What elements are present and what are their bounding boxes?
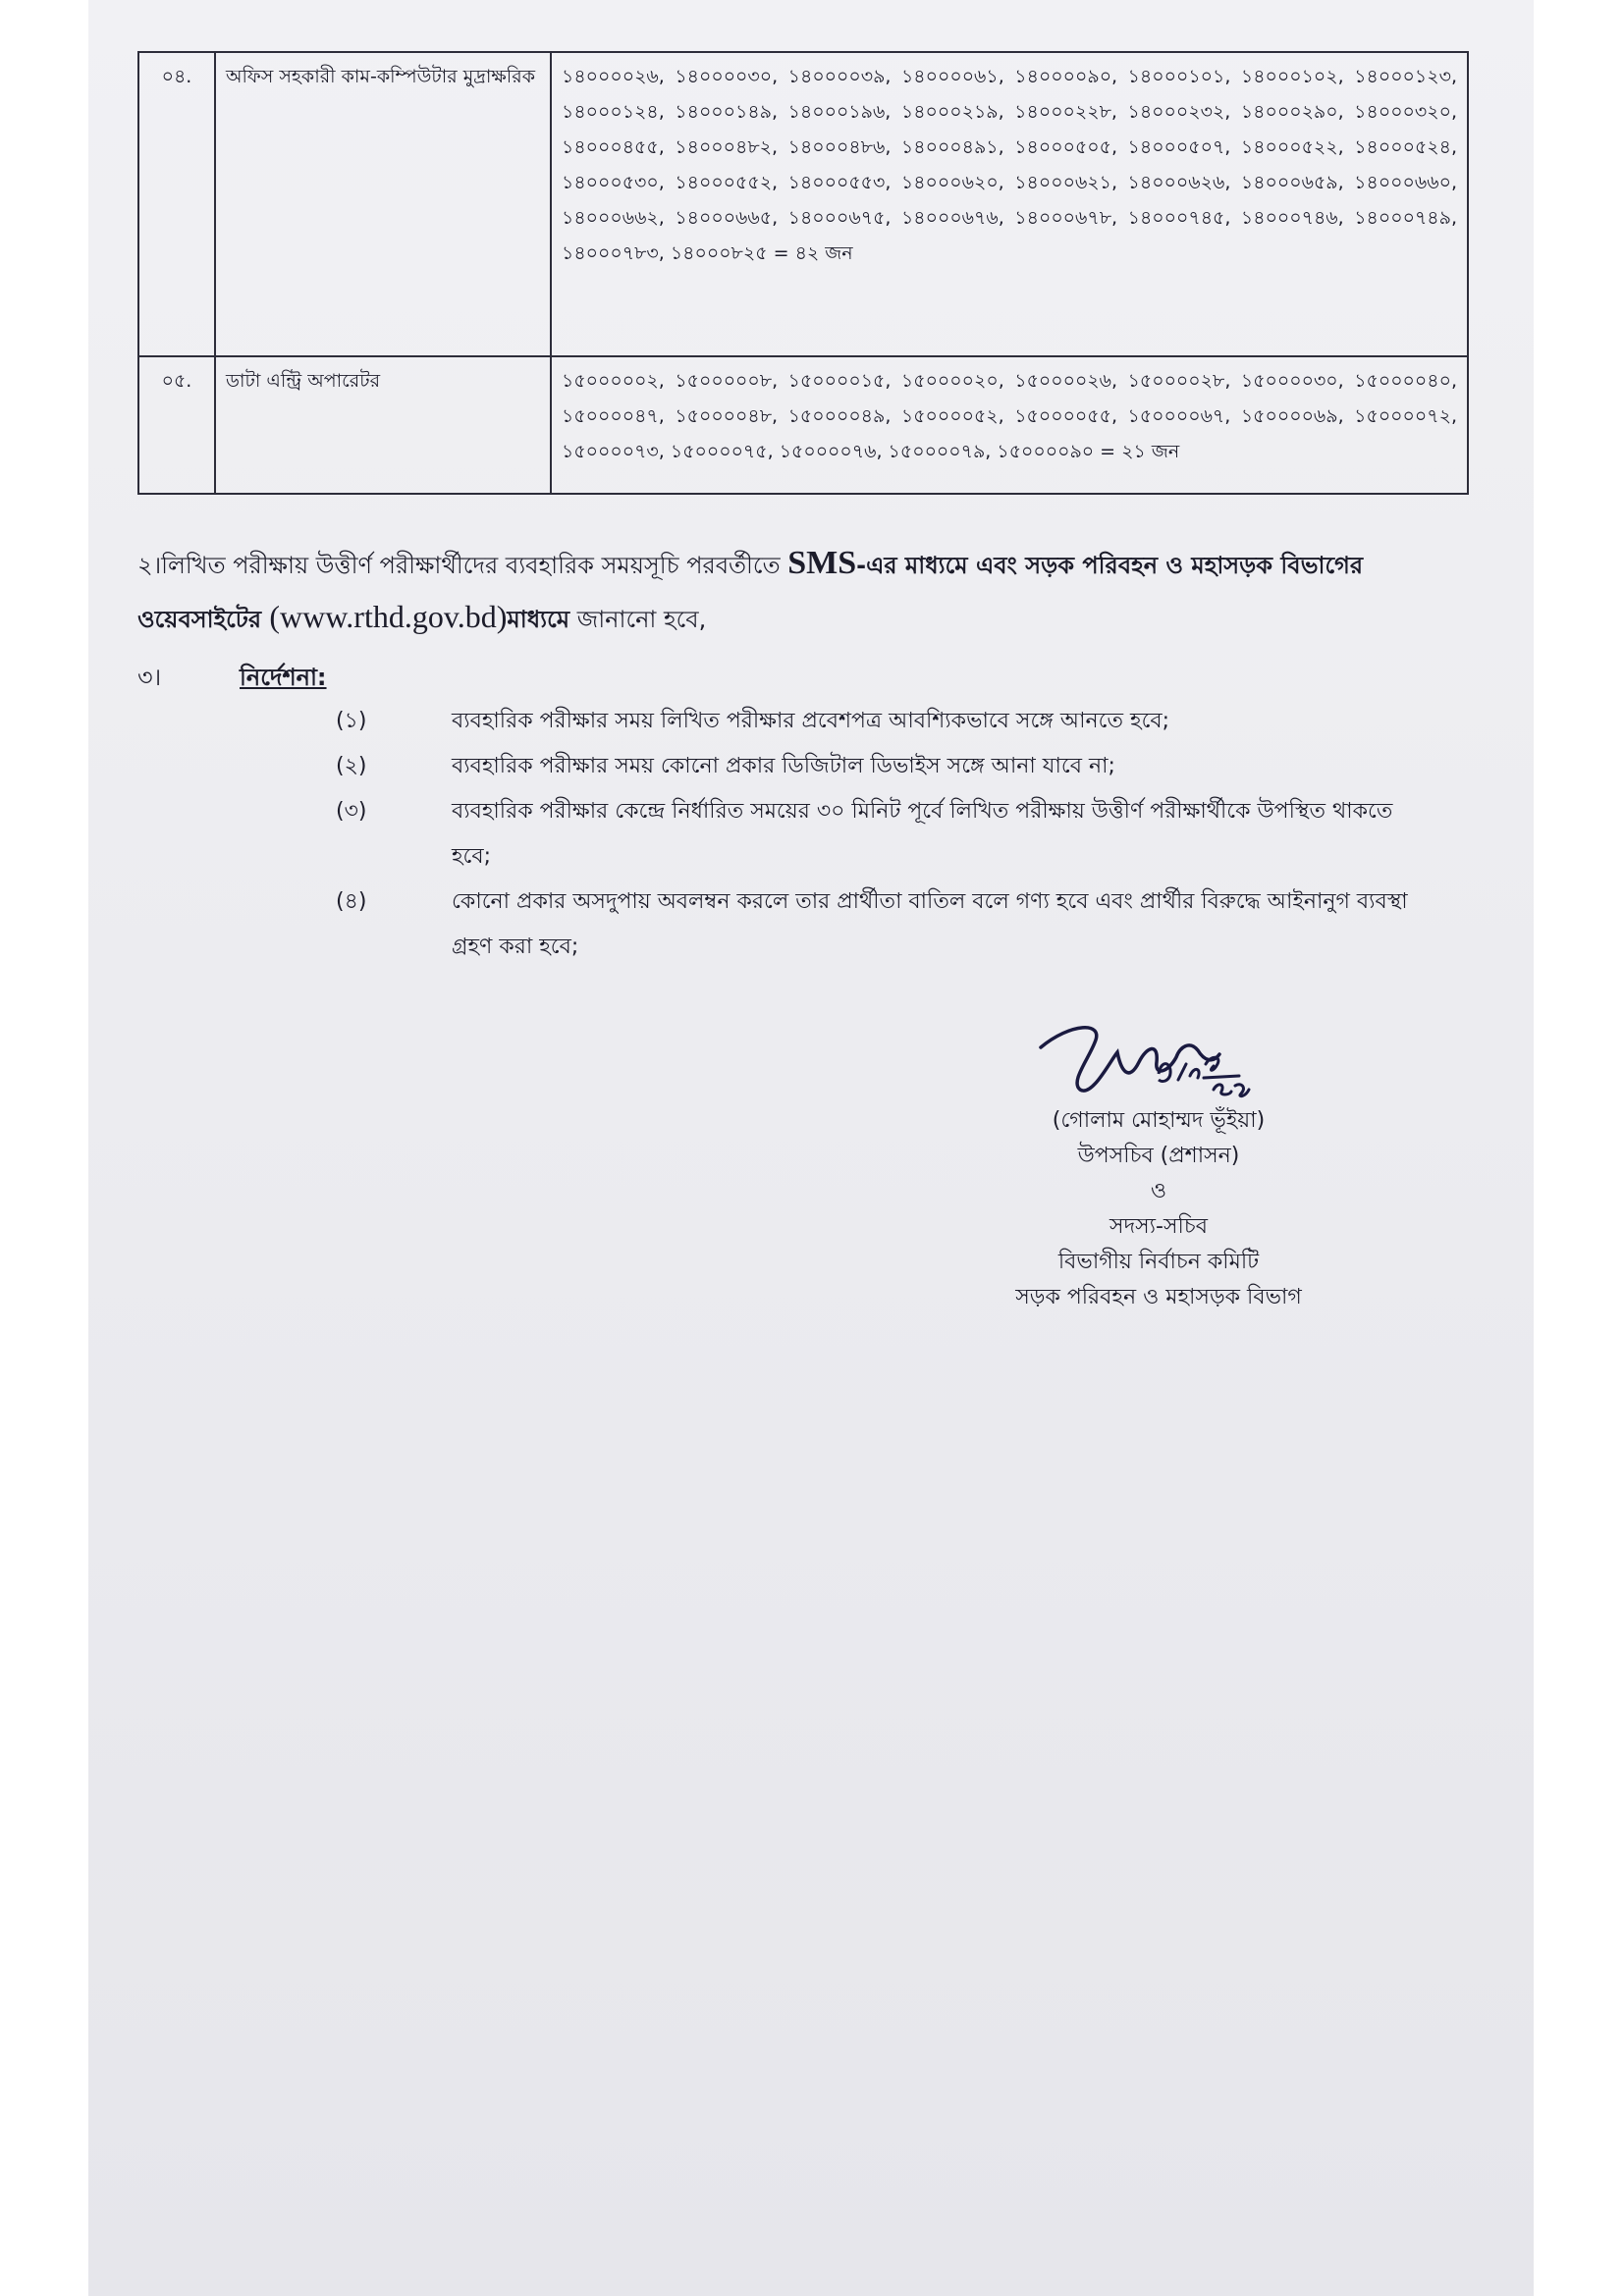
committee-name: বিভাগীয় নির্বাচন কমিটি: [1057, 1250, 1260, 1274]
handwritten-signature: [1011, 1003, 1306, 1101]
schedule-notice-paragraph: [137, 538, 1453, 645]
signatory-role: সদস্য-সচিব: [1109, 1214, 1208, 1239]
post-name-cell: ডাটা এন্ট্রি অপারেটর: [215, 356, 551, 494]
item-text: ব্যবহারিক পরীক্ষার কেন্দ্রে নির্ধারিত সময়ের ৩০ মিনিট পূর্বে লিখিত পরীক্ষায় উত্তীর্ণ পরীক্ষার্থীকে উপস্থিত থাকতে হবে;: [452, 799, 1393, 869]
table-row: [138, 356, 1468, 494]
conjunction-text: ও: [1150, 1179, 1167, 1203]
list-item: [336, 880, 1435, 970]
item-number: (৪): [336, 889, 367, 914]
item-number: (৩): [336, 799, 367, 824]
section-title: নির্দেশনা:: [240, 664, 327, 691]
instructions-heading: [137, 660, 327, 699]
notice-text: জানানো হবে,: [569, 606, 707, 633]
item-number: (২): [336, 754, 367, 778]
results-table: [137, 51, 1469, 495]
item-text: ব্যবহারিক পরীক্ষার সময় কোনো প্রকার ডিজিটাল ডিভাইস সঙ্গে আনা যাবে না;: [452, 754, 1115, 778]
roll-numbers-cell: ১৪০০০০২৬, ১৪০০০০৩০, ১৪০০০০৩৯, ১৪০০০০৬১, ১৪০০০০৯০, ১৪০০০১০১, ১৪০০০১০২, ১৪০০০১২৩, ১৪০০০১২৪, ১৪০০০১৪৯, ১৪০০০১৯৬, ১৪০০০২১৯, ১৪০০০২২৮, ১৪০০০২৩২, ১৪০০০২৯০, ১৪০০০৩২০, ১৪০০০৪৫৫, ১৪০০০৪৮২, ১৪০০০৪৮৬, ১৪০০০৪৯১, ১৪০০০৫০৫, ১৪০০০৫০৭, ১৪০০০৫২২, ১৪০০০৫২৪, ১৪০০০৫৩০, ১৪০০০৫৫২, ১৪০০০৫৫৩, ১৪০০০৬২০, ১৪০০০৬২১, ১৪০০০৬২৬, ১৪০০০৬৫৯, ১৪০০০৬৬০, ১৪০০০৬৬২, ১৪০০০৬৬৫, ১৪০০০৬৭৫, ১৪০০০৬৭৬, ১৪০০০৬৭৮, ১৪০০০৭৪৫, ১৪০০০৭৪৬, ১৪০০০৭৪৯, ১৪০০০৭৮৩, ১৪০০০৮২৫ = ৪২ জন: [551, 52, 1468, 356]
notice-bold-text: মাধ্যমে: [507, 606, 570, 633]
serial-cell: ০৪.: [138, 52, 215, 356]
item-text: কোনো প্রকার অসদুপায় অবলম্বন করলে তার প্রার্থীতা বাতিল বলে গণ্য হবে এবং প্রার্থীর বিরুদ্ধে আইনানুগ ব্যবস্থা গ্রহণ করা হবে;: [452, 889, 1408, 959]
list-item: [336, 699, 1435, 744]
item-text: ব্যবহারিক পরীক্ষার সময় লিখিত পরীক্ষার প্রবেশপত্র আবশ্যিকভাবে সঙ্গে আনতে হবে;: [452, 709, 1170, 733]
signature-block: [992, 1003, 1325, 1315]
signatory-designation: উপসচিব (প্রশাসন): [1077, 1144, 1240, 1168]
item-number: (১): [336, 709, 367, 733]
table-row: [138, 52, 1468, 356]
signatory-name: (গোলাম মোহাম্মদ ভূঁইয়া): [1052, 1108, 1266, 1133]
website-url: (www.rthd.gov.bd): [269, 599, 508, 634]
notice-bold-text: -এর মাধ্যমে এবং সড়ক পরিবহন ও মহাসড়ক বিভাগের ওয়েবসাইটের: [137, 552, 1364, 633]
list-item: [336, 789, 1435, 880]
sms-text: SMS: [787, 545, 857, 581]
division-name: সড়ক পরিবহন ও মহাসড়ক বিভাগ: [1015, 1285, 1302, 1309]
section-number: ৩।: [137, 664, 162, 691]
list-item: [336, 744, 1435, 789]
serial-cell: ০৫.: [138, 356, 215, 494]
notice-text: ২।লিখিত পরীক্ষায় উত্তীর্ণ পরীক্ষার্থীদের ব্যবহারিক সময়সূচি পরবর্তীতে: [137, 552, 788, 579]
post-name-cell: অফিস সহকারী কাম-কম্পিউটার মুদ্রাক্ষরিক: [215, 52, 551, 356]
instructions-list: [336, 699, 1435, 970]
roll-numbers-cell: ১৫০০০০০২, ১৫০০০০০৮, ১৫০০০০১৫, ১৫০০০০২০, ১৫০০০০২৬, ১৫০০০০২৮, ১৫০০০০৩০, ১৫০০০০৪০, ১৫০০০০৪৭, ১৫০০০০৪৮, ১৫০০০০৪৯, ১৫০০০০৫২, ১৫০০০০৫৫, ১৫০০০০৬৭, ১৫০০০০৬৯, ১৫০০০০৭২, ১৫০০০০৭৩, ১৫০০০০৭৫, ১৫০০০০৭৬, ১৫০০০০৭৯, ১৫০০০০৯০ = ২১ জন: [551, 356, 1468, 494]
